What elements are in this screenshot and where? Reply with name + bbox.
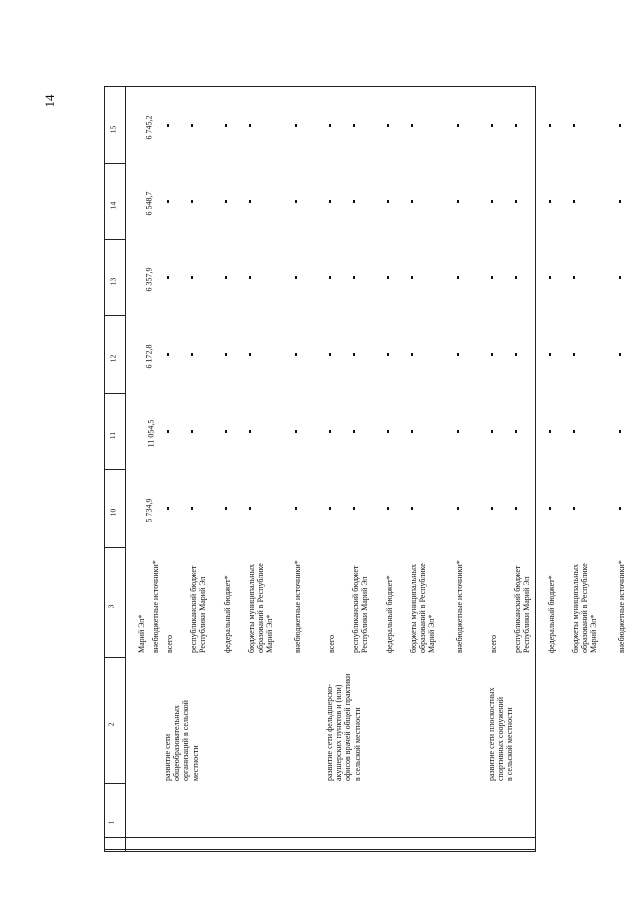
empty-value-dash xyxy=(295,507,297,510)
carryover-value: 11 054,5 xyxy=(146,419,156,448)
empty-value-dash xyxy=(491,200,493,203)
empty-value-dash xyxy=(491,276,493,279)
program-name xyxy=(325,661,362,781)
empty-value-dash xyxy=(225,430,227,433)
column-divider xyxy=(105,163,125,164)
empty-value-dash xyxy=(387,276,389,279)
empty-value-dash xyxy=(387,353,389,356)
empty-value-dash xyxy=(573,353,575,356)
column-divider xyxy=(105,783,125,784)
program-name-line: местности xyxy=(190,745,200,781)
funding-source-line: федеральный бюджет* xyxy=(223,575,232,653)
empty-value-dash xyxy=(295,276,297,279)
funding-source xyxy=(189,566,207,653)
empty-value-dash xyxy=(167,430,169,433)
empty-value-dash xyxy=(619,276,621,279)
empty-value-dash xyxy=(549,276,551,279)
column-header: 2 xyxy=(106,722,116,727)
carryover-value: 6 357,9 xyxy=(144,267,154,292)
empty-value-dash xyxy=(249,200,251,203)
empty-value-dash xyxy=(225,276,227,279)
empty-value-dash xyxy=(457,124,459,127)
empty-value-dash xyxy=(457,200,459,203)
carryover-source xyxy=(137,615,146,653)
funding-source xyxy=(489,635,498,653)
program-name-line: развитие сети фельдшерско- xyxy=(325,684,334,781)
funding-source xyxy=(223,575,232,653)
empty-value-dash xyxy=(167,353,169,356)
program-name xyxy=(163,661,200,781)
funding-source xyxy=(385,575,394,653)
empty-value-dash xyxy=(353,124,355,127)
empty-value-dash xyxy=(411,200,413,203)
funding-source-line: бюджеты муниципальных xyxy=(247,564,256,653)
empty-value-dash xyxy=(515,124,517,127)
program-name-line: развитие сети плоскостных xyxy=(487,687,496,781)
empty-value-dash xyxy=(329,507,331,510)
empty-value-dash xyxy=(329,430,331,433)
funding-source-line: республиканский бюджет xyxy=(351,565,360,653)
program-name-line: в сельской местности xyxy=(505,707,515,781)
empty-value-dash xyxy=(411,353,413,356)
funding-source-line: Республики Марий Эл xyxy=(198,576,208,653)
empty-value-dash xyxy=(573,124,575,127)
empty-value-dash xyxy=(225,200,227,203)
funding-source-line: республиканский бюджет xyxy=(189,565,198,653)
funding-source-line: внебюджетные источники* xyxy=(617,560,626,653)
empty-value-dash xyxy=(457,507,459,510)
funding-source-line: Марий Эл* xyxy=(427,614,437,653)
empty-value-dash xyxy=(619,507,621,510)
empty-value-dash xyxy=(167,276,169,279)
empty-value-dash xyxy=(619,200,621,203)
program-name-line: спортивных сооружений xyxy=(496,696,506,781)
empty-value-dash xyxy=(295,124,297,127)
funding-source-line: всего xyxy=(489,634,498,653)
empty-value-dash xyxy=(411,430,413,433)
empty-value-dash xyxy=(549,124,551,127)
empty-value-dash xyxy=(191,430,193,433)
empty-value-dash xyxy=(249,353,251,356)
empty-value-dash xyxy=(353,276,355,279)
empty-value-dash xyxy=(387,507,389,510)
column-header: 1 xyxy=(106,820,116,825)
empty-value-dash xyxy=(295,353,297,356)
empty-value-dash xyxy=(457,430,459,433)
column-header: 12 xyxy=(108,354,118,363)
empty-value-dash xyxy=(353,507,355,510)
carryover-value: 6 745,2 xyxy=(144,115,154,140)
empty-value-dash xyxy=(457,353,459,356)
empty-value-dash xyxy=(573,276,575,279)
funding-source xyxy=(327,635,336,653)
empty-value-dash xyxy=(295,200,297,203)
funding-source-line: Марий Эл* xyxy=(265,614,275,653)
empty-value-dash xyxy=(249,430,251,433)
empty-value-dash xyxy=(353,353,355,356)
empty-value-dash xyxy=(329,353,331,356)
empty-value-dash xyxy=(353,200,355,203)
empty-value-dash xyxy=(411,507,413,510)
empty-value-dash xyxy=(167,200,169,203)
empty-value-dash xyxy=(491,430,493,433)
empty-value-dash xyxy=(249,124,251,127)
empty-value-dash xyxy=(191,507,193,510)
funding-source xyxy=(247,563,275,653)
column-header: 11 xyxy=(108,431,118,440)
column-header: 15 xyxy=(108,125,118,134)
empty-value-dash xyxy=(411,124,413,127)
budget-table xyxy=(104,86,626,852)
carryover-value: 5 734,9 xyxy=(144,498,154,523)
funding-source-line: образований в Республике xyxy=(256,563,266,653)
empty-value-dash xyxy=(549,507,551,510)
funding-source-line: внебюджетные источники* xyxy=(293,560,302,653)
empty-value-dash xyxy=(573,430,575,433)
column-divider xyxy=(105,657,125,658)
page-number: 14 xyxy=(42,94,57,108)
program-name-line: в сельской местности xyxy=(352,707,362,781)
empty-value-dash xyxy=(619,124,621,127)
empty-value-dash xyxy=(249,507,251,510)
empty-value-dash xyxy=(549,200,551,203)
empty-value-dash xyxy=(515,200,517,203)
column-header: 10 xyxy=(108,508,118,517)
empty-value-dash xyxy=(619,430,621,433)
carryover-value: 6 172,8 xyxy=(144,344,154,369)
column-divider xyxy=(105,239,125,240)
header-divider xyxy=(105,849,535,850)
empty-value-dash xyxy=(573,507,575,510)
empty-value-dash xyxy=(387,200,389,203)
program-name xyxy=(487,661,515,781)
column-header: 3 xyxy=(106,604,116,609)
funding-source xyxy=(571,563,599,653)
empty-value-dash xyxy=(191,276,193,279)
column-divider xyxy=(105,393,125,394)
program-name-line: организаций в сельской xyxy=(181,700,191,781)
empty-value-dash xyxy=(225,507,227,510)
empty-value-dash xyxy=(491,353,493,356)
program-name-line: общеобразовательных xyxy=(172,705,182,781)
column-divider xyxy=(105,469,125,470)
empty-value-dash xyxy=(515,276,517,279)
header-bottom xyxy=(105,837,535,838)
carryover-row-label xyxy=(151,560,160,653)
empty-value-dash xyxy=(167,124,169,127)
empty-value-dash xyxy=(329,200,331,203)
carryover-value: 6 548,7 xyxy=(144,191,154,216)
funding-source xyxy=(293,560,302,653)
empty-value-dash xyxy=(411,276,413,279)
column-header: 14 xyxy=(108,201,118,210)
funding-source xyxy=(547,575,556,653)
program-name-line: офисов врачей общей практики xyxy=(343,673,353,781)
empty-value-dash xyxy=(295,430,297,433)
header-strip-border xyxy=(125,87,126,851)
program-name-line: акушерских пунктов и (или) xyxy=(334,684,344,781)
empty-value-dash xyxy=(549,353,551,356)
column-divider xyxy=(105,315,125,316)
empty-value-dash xyxy=(191,353,193,356)
empty-value-dash xyxy=(167,507,169,510)
empty-value-dash xyxy=(491,124,493,127)
empty-value-dash xyxy=(329,124,331,127)
funding-source-line: Республики Марий Эл xyxy=(360,576,370,653)
empty-value-dash xyxy=(387,124,389,127)
empty-value-dash xyxy=(619,353,621,356)
funding-source xyxy=(455,560,464,653)
carryover-row-label-line: внебюджетные источники* xyxy=(151,560,160,653)
funding-source-line: республиканский бюджет xyxy=(513,565,522,653)
empty-value-dash xyxy=(491,507,493,510)
funding-source-line: образований в Республике xyxy=(580,563,590,653)
empty-value-dash xyxy=(191,124,193,127)
funding-source-line: бюджеты муниципальных xyxy=(409,564,418,653)
carryover-source-line: Марий Эл* xyxy=(137,614,146,653)
funding-source xyxy=(351,566,369,653)
funding-source-line: всего xyxy=(327,634,336,653)
funding-source xyxy=(409,563,437,653)
column-header: 13 xyxy=(108,277,118,286)
empty-value-dash xyxy=(225,353,227,356)
funding-source xyxy=(513,566,531,653)
empty-value-dash xyxy=(249,276,251,279)
empty-value-dash xyxy=(515,430,517,433)
funding-source-line: внебюджетные источники* xyxy=(455,560,464,653)
funding-source xyxy=(165,635,174,653)
funding-source-line: Марий Эл* xyxy=(589,614,599,653)
funding-source-line: всего xyxy=(165,634,174,653)
funding-source-line: бюджеты муниципальных xyxy=(571,564,580,653)
empty-value-dash xyxy=(515,353,517,356)
empty-value-dash xyxy=(549,430,551,433)
column-divider xyxy=(105,547,125,548)
empty-value-dash xyxy=(353,430,355,433)
empty-value-dash xyxy=(329,276,331,279)
empty-value-dash xyxy=(457,276,459,279)
funding-source-line: федеральный бюджет* xyxy=(385,575,394,653)
program-name-line: развитие сети xyxy=(163,733,172,781)
funding-source-line: образований в Республике xyxy=(418,563,428,653)
empty-value-dash xyxy=(225,124,227,127)
empty-value-dash xyxy=(387,430,389,433)
funding-source xyxy=(617,560,626,653)
empty-value-dash xyxy=(191,200,193,203)
empty-value-dash xyxy=(573,200,575,203)
funding-source-line: федеральный бюджет* xyxy=(547,575,556,653)
empty-value-dash xyxy=(515,507,517,510)
funding-source-line: Республики Марий Эл xyxy=(522,576,532,653)
